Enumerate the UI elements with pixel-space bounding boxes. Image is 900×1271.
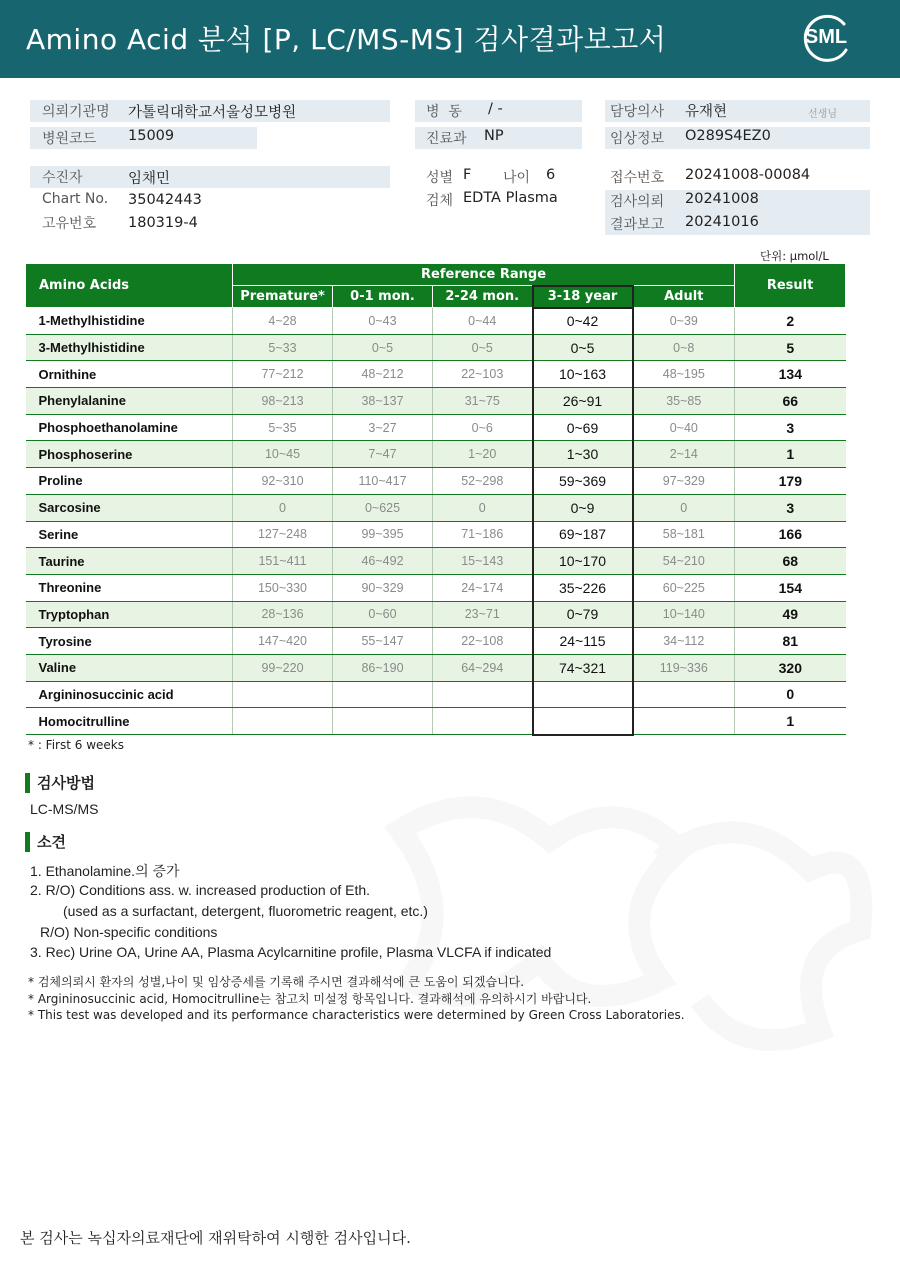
- range-premature: 92~310: [233, 468, 333, 495]
- patient-value: 임채민: [128, 171, 171, 187]
- watermark-icon: [360, 760, 880, 1090]
- range-0-1-mon: 110~417: [333, 468, 433, 495]
- range-premature: 98~213: [233, 388, 333, 415]
- finding-line: R/O) Non-specific conditions: [40, 924, 218, 940]
- request-label: 검사의뢰: [610, 194, 665, 210]
- range-0-1-mon: 0~5: [333, 334, 433, 361]
- amino-acid-name: Ornithine: [26, 361, 233, 388]
- range-adult: 0~40: [633, 414, 735, 441]
- range-adult: 58~181: [633, 521, 735, 548]
- range-2-24-mon: 0~5: [433, 334, 533, 361]
- range-0-1-mon: 55~147: [333, 628, 433, 655]
- range-premature: 5~33: [233, 334, 333, 361]
- receipt-value: 20241008-00084: [685, 167, 811, 183]
- range-2-24-mon: 22~108: [433, 628, 533, 655]
- org-value: 가톨릭대학교서울성모병원: [128, 105, 297, 121]
- range-0-1-mon: 3~27: [333, 414, 433, 441]
- org-label: 의뢰기관명: [42, 104, 110, 120]
- receipt-label: 접수번호: [610, 170, 665, 186]
- table-row: [26, 521, 846, 548]
- range-adult: 54~210: [633, 548, 735, 575]
- finding-line: 2. R/O) Conditions ass. w. increased production of Eth.: [30, 882, 371, 898]
- range-2-24-mon: 71~186: [433, 521, 533, 548]
- range-2-24-mon: 24~174: [433, 574, 533, 601]
- findings-title: 소견: [25, 832, 66, 852]
- result-value: 1: [735, 441, 846, 468]
- report-title: Amino Acid 분석 [P, LC/MS-MS] 검사결과보고서: [26, 23, 667, 56]
- range-3-18-year: 35~226: [533, 574, 633, 601]
- range-0-1-mon: 90~329: [333, 574, 433, 601]
- amino-acid-name: 1-Methylhistidine: [26, 308, 233, 335]
- sex-value: F: [463, 167, 472, 183]
- logo-text: SML: [804, 26, 848, 48]
- range-3-18-year: [533, 708, 633, 735]
- header-reference-range: Reference Range: [233, 264, 735, 286]
- sex-label: 성별: [426, 170, 454, 186]
- range-2-24-mon: [433, 708, 533, 735]
- result-value: 66: [735, 388, 846, 415]
- range-3-18-year: 24~115: [533, 628, 633, 655]
- range-0-1-mon: 0~43: [333, 308, 433, 335]
- range-2-24-mon: [433, 681, 533, 708]
- range-premature: [233, 708, 333, 735]
- range-premature: 4~28: [233, 308, 333, 335]
- range-premature: 28~136: [233, 601, 333, 628]
- range-2-24-mon: 22~103: [433, 361, 533, 388]
- chart-label: Chart No.: [42, 191, 109, 207]
- patient-label: 수진자: [42, 170, 83, 186]
- range-premature: 99~220: [233, 654, 333, 681]
- table-row: [26, 414, 846, 441]
- range-0-1-mon: 0~60: [333, 601, 433, 628]
- result-value: 154: [735, 574, 846, 601]
- range-premature: 0: [233, 494, 333, 521]
- age-label: 나이: [503, 170, 531, 186]
- table-row: [26, 308, 846, 335]
- range-adult: 0: [633, 494, 735, 521]
- result-value: 0: [735, 681, 846, 708]
- specimen-label: 검체: [426, 193, 454, 209]
- range-3-18-year: 10~170: [533, 548, 633, 575]
- amino-acid-name: Threonine: [26, 574, 233, 601]
- amino-acid-name: Serine: [26, 521, 233, 548]
- amino-acid-name: Taurine: [26, 548, 233, 575]
- doctor-suffix: 선생님: [808, 109, 837, 120]
- result-value: 179: [735, 468, 846, 495]
- table-row: [26, 388, 846, 415]
- table-row: [26, 494, 846, 521]
- range-3-18-year: 1~30: [533, 441, 633, 468]
- ward-value: / -: [488, 101, 503, 117]
- amino-acid-name: 3-Methylhistidine: [26, 334, 233, 361]
- range-2-24-mon: 1~20: [433, 441, 533, 468]
- table-row: [26, 708, 846, 735]
- finding-line: 3. Rec) Urine OA, Urine AA, Plasma Acylcarnitine profile, Plasma VLCFA if indicated: [30, 944, 552, 960]
- result-value: 320: [735, 654, 846, 681]
- range-3-18-year: 26~91: [533, 388, 633, 415]
- range-premature: 150~330: [233, 574, 333, 601]
- result-value: 68: [735, 548, 846, 575]
- range-3-18-year: 0~79: [533, 601, 633, 628]
- table-row: [26, 548, 846, 575]
- method-value: LC-MS/MS: [30, 801, 99, 817]
- hosp-code-label: 병원코드: [42, 131, 97, 147]
- clinical-value: O289S4EZ0: [685, 128, 771, 144]
- range-adult: 60~225: [633, 574, 735, 601]
- note-line: * 검체의뢰시 환자의 성별,나이 및 임상증세를 기록해 주시면 결과해석에 큰 도움이 되겠습니다.: [28, 975, 525, 989]
- range-3-18-year: [533, 681, 633, 708]
- request-value: 20241008: [685, 191, 759, 207]
- result-value: 3: [735, 494, 846, 521]
- specimen-value: EDTA Plasma: [463, 190, 558, 206]
- clinical-label: 임상정보: [610, 131, 665, 147]
- doctor-value: 유재현: [685, 104, 728, 120]
- amino-acid-name: Homocitrulline: [26, 708, 233, 735]
- result-value: 5: [735, 334, 846, 361]
- range-2-24-mon: 0: [433, 494, 533, 521]
- range-2-24-mon: 64~294: [433, 654, 533, 681]
- range-0-1-mon: 86~190: [333, 654, 433, 681]
- ward-label: 병 동: [426, 104, 462, 120]
- uid-label: 고유번호: [42, 216, 97, 232]
- range-2-24-mon: 23~71: [433, 601, 533, 628]
- finding-line: 1. Ethanolamine.의 증가: [30, 863, 180, 879]
- chart-value: 35042443: [128, 192, 202, 208]
- range-adult: 0~39: [633, 308, 735, 335]
- range-premature: 77~212: [233, 361, 333, 388]
- sml-logo: [798, 12, 854, 66]
- note-line: * This test was developed and its performance characteristics were determined by Green Cross Laboratories.: [28, 1008, 685, 1022]
- table-row: [26, 361, 846, 388]
- header-3-18-year: 3-18 year: [533, 286, 633, 308]
- range-3-18-year: 0~5: [533, 334, 633, 361]
- range-premature: 151~411: [233, 548, 333, 575]
- header-0-1-mon: 0-1 mon.: [333, 286, 433, 308]
- range-premature: 5~35: [233, 414, 333, 441]
- table-row: [26, 574, 846, 601]
- table-row: [26, 468, 846, 495]
- range-2-24-mon: 15~143: [433, 548, 533, 575]
- header-result: Result: [735, 264, 846, 308]
- result-value: 3: [735, 414, 846, 441]
- uid-value: 180319-4: [128, 215, 198, 231]
- result-value: 81: [735, 628, 846, 655]
- method-title: 검사방법: [25, 773, 95, 793]
- range-3-18-year: 0~9: [533, 494, 633, 521]
- unit-label: 단위: µmol/L: [760, 249, 829, 263]
- patient-chip: [30, 166, 390, 188]
- range-adult: 34~112: [633, 628, 735, 655]
- header-2-24-mon: 2-24 mon.: [433, 286, 533, 308]
- range-0-1-mon: 0~625: [333, 494, 433, 521]
- range-adult: 2~14: [633, 441, 735, 468]
- range-3-18-year: 0~42: [533, 308, 633, 335]
- result-value: 1: [735, 708, 846, 735]
- range-2-24-mon: 0~6: [433, 414, 533, 441]
- result-value: 49: [735, 601, 846, 628]
- table-row: [26, 654, 846, 681]
- range-premature: [233, 681, 333, 708]
- amino-acid-name: Phenylalanine: [26, 388, 233, 415]
- finding-line: (used as a surfactant, detergent, fluorometric reagent, etc.): [63, 903, 428, 919]
- report-value: 20241016: [685, 214, 759, 230]
- range-3-18-year: 59~369: [533, 468, 633, 495]
- table-row: [26, 441, 846, 468]
- amino-acid-name: Proline: [26, 468, 233, 495]
- range-adult: [633, 681, 735, 708]
- table-footnote: * : First 6 weeks: [28, 738, 124, 752]
- range-0-1-mon: [333, 708, 433, 735]
- range-adult: 48~195: [633, 361, 735, 388]
- range-2-24-mon: 0~44: [433, 308, 533, 335]
- range-2-24-mon: 31~75: [433, 388, 533, 415]
- range-premature: 127~248: [233, 521, 333, 548]
- range-premature: 147~420: [233, 628, 333, 655]
- header-premature: Premature*: [233, 286, 333, 308]
- range-adult: [633, 708, 735, 735]
- range-adult: 0~8: [633, 334, 735, 361]
- range-3-18-year: 69~187: [533, 521, 633, 548]
- amino-acid-name: Argininosuccinic acid: [26, 681, 233, 708]
- range-3-18-year: 0~69: [533, 414, 633, 441]
- dept-value: NP: [484, 128, 504, 144]
- amino-acid-name: Valine: [26, 654, 233, 681]
- doctor-label: 담당의사: [610, 104, 665, 120]
- report-label: 결과보고: [610, 217, 665, 233]
- dept-label: 진료과: [426, 131, 467, 147]
- range-adult: 97~329: [633, 468, 735, 495]
- note-line: * Argininosuccinic acid, Homocitrulline는 참고치 미설정 항목입니다. 결과해석에 유의하시기 바랍니다.: [28, 992, 592, 1006]
- age-value: 6: [546, 167, 556, 183]
- range-0-1-mon: 48~212: [333, 361, 433, 388]
- range-adult: 10~140: [633, 601, 735, 628]
- amino-acid-table: [25, 263, 846, 736]
- range-adult: 119~336: [633, 654, 735, 681]
- table-row: [26, 681, 846, 708]
- table-row: [26, 628, 846, 655]
- result-value: 134: [735, 361, 846, 388]
- header-adult: Adult: [633, 286, 735, 308]
- range-adult: 35~85: [633, 388, 735, 415]
- range-0-1-mon: [333, 681, 433, 708]
- report-header: [0, 0, 900, 78]
- hosp-code-value: 15009: [128, 128, 175, 144]
- amino-acid-name: Tyrosine: [26, 628, 233, 655]
- result-value: 166: [735, 521, 846, 548]
- amino-acid-name: Tryptophan: [26, 601, 233, 628]
- amino-acid-name: Phosphoserine: [26, 441, 233, 468]
- bottom-statement: 본 검사는 녹십자의료재단에 재위탁하여 시행한 검사입니다.: [20, 1229, 411, 1247]
- amino-acid-name: Phosphoethanolamine: [26, 414, 233, 441]
- range-0-1-mon: 46~492: [333, 548, 433, 575]
- table-row: [26, 601, 846, 628]
- range-3-18-year: 10~163: [533, 361, 633, 388]
- amino-acid-name: Sarcosine: [26, 494, 233, 521]
- table-row: [26, 334, 846, 361]
- header-amino-acids: Amino Acids: [26, 264, 233, 308]
- range-0-1-mon: 38~137: [333, 388, 433, 415]
- range-0-1-mon: 99~395: [333, 521, 433, 548]
- result-value: 2: [735, 308, 846, 335]
- range-3-18-year: 74~321: [533, 654, 633, 681]
- range-2-24-mon: 52~298: [433, 468, 533, 495]
- range-premature: 10~45: [233, 441, 333, 468]
- range-0-1-mon: 7~47: [333, 441, 433, 468]
